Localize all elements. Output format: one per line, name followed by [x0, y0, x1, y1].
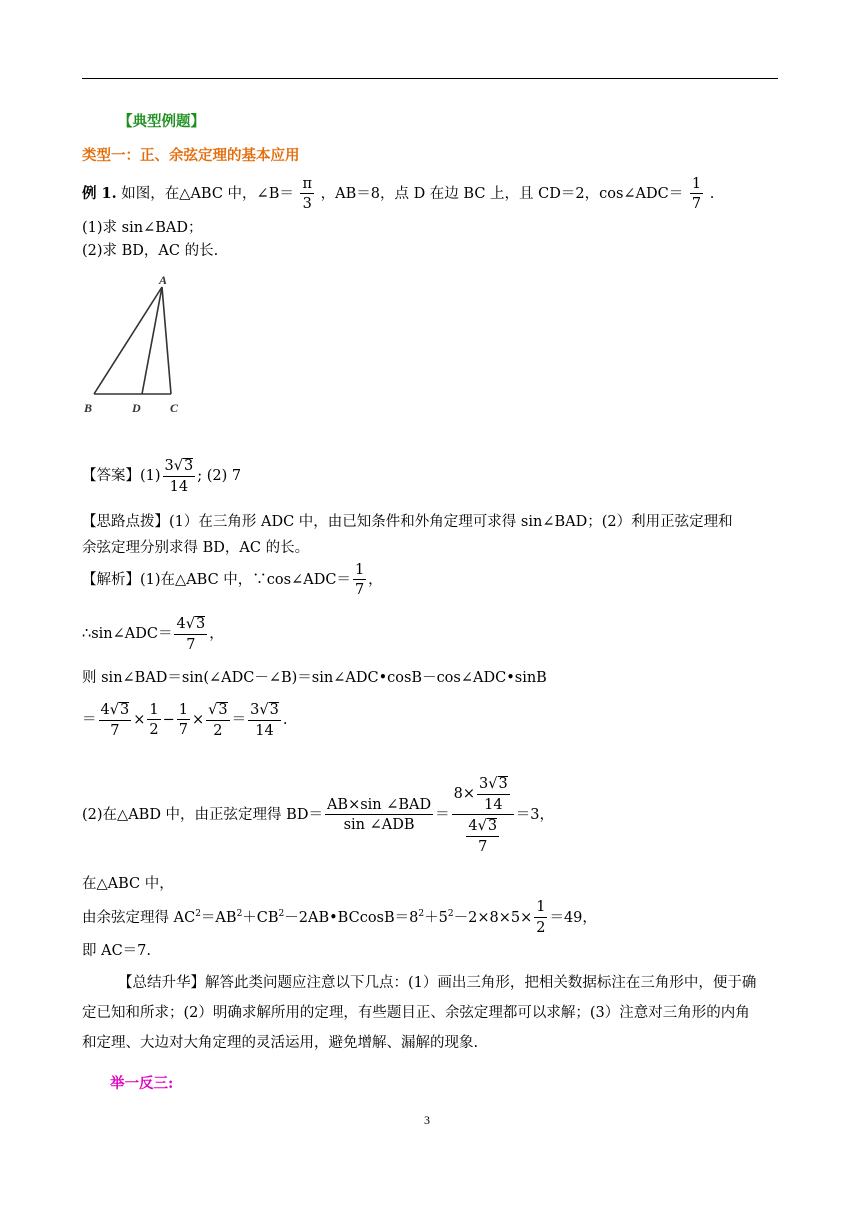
solution-text: ＋CB — [242, 909, 279, 926]
label-d: D — [132, 401, 141, 415]
hint-block — [82, 507, 782, 563]
label-a: A — [159, 273, 168, 287]
fraction-den — [452, 815, 514, 854]
coef: 4 — [100, 702, 110, 718]
fraction — [690, 177, 703, 212]
fraction — [248, 702, 281, 738]
fraction — [466, 818, 499, 854]
coef: 8× — [453, 786, 476, 802]
solution-text: －2AB•BCcosB＝8 — [284, 909, 419, 926]
example-text: ，AB＝8，点 D 在边 BC 上，且 CD＝2，cos∠ADC＝ — [320, 186, 684, 202]
operator: × — [192, 712, 205, 728]
triangle-figure — [82, 272, 192, 422]
fraction — [174, 616, 207, 652]
operator: . — [282, 712, 288, 728]
hint-text: (1）在三角形 ADC 中，由已知条件和外角定理可求得 sin∠BAD；(2）利用正弦定理和 — [169, 514, 733, 530]
fraction — [300, 177, 314, 212]
fraction-num: π — [300, 177, 314, 195]
label-c: C — [170, 401, 179, 415]
superscript: 2 — [236, 909, 243, 919]
coef: 4 — [176, 616, 186, 632]
fraction-den: 2 — [536, 919, 546, 936]
fraction-num: 1 — [177, 703, 190, 721]
solution-line-5 — [82, 768, 554, 862]
fraction — [477, 776, 510, 812]
example-text: . — [709, 186, 715, 202]
radicand: 3 — [184, 458, 194, 474]
sqrt: √3 — [259, 702, 279, 718]
bd-expression — [82, 768, 554, 862]
fraction-den: 2 — [149, 722, 159, 738]
fraction-num: 1 — [690, 177, 703, 195]
fraction-num: 1 — [534, 900, 547, 918]
summary-label: 【总结升华】 — [118, 975, 205, 991]
fraction-den: 14 — [169, 478, 189, 495]
fraction-num — [466, 818, 499, 837]
summary-text: 定已知和所求；(2）明确求解所用的定理，有些题目正、余弦定理都可以求解；(3）注意对三角形的内角 — [82, 1005, 750, 1021]
fraction-num — [163, 458, 196, 477]
fraction — [325, 798, 433, 833]
fraction — [206, 702, 229, 738]
fraction-num — [452, 776, 514, 815]
coef: 3 — [164, 458, 174, 474]
fraction-num — [174, 616, 207, 635]
solution-line-7 — [82, 894, 597, 938]
solution-text: 由余弦定理得 AC — [82, 909, 196, 926]
fraction-num — [99, 702, 132, 721]
example-label: 例 1. — [82, 185, 117, 202]
solution-text: ＝3， — [515, 807, 554, 823]
example-text: 如图，在△ABC 中，∠B＝ — [121, 186, 294, 202]
superscript: 2 — [278, 909, 285, 919]
solution-text: ＝49， — [549, 909, 597, 926]
page-number: 3 — [424, 1113, 430, 1127]
solution-line-1 — [82, 560, 383, 600]
header-rule — [82, 78, 778, 79]
coef: 3 — [250, 702, 260, 718]
solution-text: ， — [368, 572, 383, 588]
operator: ＝ — [82, 712, 97, 728]
fraction-num — [248, 702, 281, 721]
question-1: (1)求 sin∠BAD； — [82, 220, 203, 236]
sqrt: √3 — [208, 702, 228, 718]
sqrt: √3 — [173, 458, 194, 474]
coef: 4 — [468, 818, 478, 834]
fraction — [163, 458, 196, 494]
answer-label: 【答案】 — [82, 468, 140, 484]
solution-line-3: 则 sin∠BAD＝sin(∠ADC－∠B)＝sin∠ADC•cosB－cos∠ADC•sinB — [82, 670, 547, 686]
operator: − — [162, 712, 175, 728]
fraction-den: 7 — [186, 636, 196, 653]
solution-text: ＋5 — [424, 909, 448, 926]
solution-text: ， — [209, 626, 224, 642]
coef: 3 — [479, 776, 489, 792]
fraction-den: 3 — [302, 196, 312, 212]
radicand: 3 — [119, 702, 130, 718]
fraction-den: sin ∠ADB — [343, 817, 415, 833]
fraction-num — [477, 776, 510, 795]
section-heading: 【典型例题】 — [118, 113, 205, 130]
practice-heading: 举一反三: — [110, 1075, 174, 1092]
solution-text: ∴sin∠ADC＝ — [82, 626, 173, 642]
solution-line-4 — [82, 700, 287, 740]
operator: ＝ — [435, 807, 450, 823]
hint-text: 余弦定理分别求得 BD，AC 的长。 — [82, 540, 310, 556]
sqrt: √3 — [109, 702, 130, 718]
solution-text: ＝AB — [200, 909, 237, 926]
fraction-den: 7 — [478, 838, 488, 855]
fraction-den: 2 — [213, 722, 223, 739]
operator: ＝ — [231, 712, 247, 728]
solution-line-8: 即 AC＝7. — [82, 943, 152, 959]
hint-label: 【思路点拨】 — [82, 514, 169, 530]
fraction — [177, 703, 190, 738]
fraction-den: 7 — [110, 722, 120, 739]
answer-text: (1) — [140, 468, 161, 484]
fraction-num — [206, 702, 229, 721]
solution-text: (1)在△ABC 中，∵cos∠ADC＝ — [140, 572, 351, 588]
fraction-num: AB×sin ∠BAD — [325, 798, 433, 816]
superscript: 2 — [418, 909, 425, 919]
fraction — [147, 703, 160, 738]
fraction-num: 1 — [147, 703, 160, 721]
radicand: 3 — [195, 616, 206, 632]
type-heading: 类型一：正、余弦定理的基本应用 — [82, 147, 300, 164]
radicand: 3 — [498, 776, 508, 792]
radicand: 3 — [218, 702, 228, 718]
radicand: 3 — [269, 702, 279, 718]
sqrt: √3 — [185, 616, 206, 632]
fraction-den: 14 — [255, 722, 274, 739]
operator: × — [133, 712, 146, 728]
solution-text: －2×8×5× — [453, 909, 533, 926]
question-2: (2)求 BD，AC 的长. — [82, 243, 219, 259]
fraction-den: 7 — [691, 196, 702, 212]
sqrt: √3 — [488, 776, 508, 792]
superscript: 2 — [447, 909, 454, 919]
complex-fraction — [452, 776, 514, 854]
fraction — [534, 900, 547, 935]
solution-text: (2)在△ABD 中，由正弦定理得 BD＝ — [82, 807, 323, 823]
summary-text: 解答此类问题应注意以下几点：(1）画出三角形，把相关数据标注在三角形中，便于确 — [205, 975, 757, 991]
example-statement — [82, 176, 714, 212]
label-b: B — [84, 401, 93, 415]
fraction — [99, 702, 132, 738]
solution-line-2 — [82, 614, 224, 654]
radicand: 3 — [487, 818, 498, 834]
summary-block — [82, 968, 782, 1058]
side-ac — [162, 287, 171, 394]
summary-text: 和定理、大边对大角定理的灵活运用，避免增解、漏解的现象. — [82, 1035, 479, 1051]
fraction-den: 14 — [484, 796, 503, 813]
solution-label: 【解析】 — [82, 572, 140, 588]
answer-text: ; (2) 7 — [197, 468, 242, 484]
fraction-den: 7 — [178, 722, 188, 738]
solution-line-6: 在△ABC 中， — [82, 876, 174, 892]
answer-line — [82, 456, 241, 496]
fraction-den: 7 — [354, 582, 365, 598]
fraction — [353, 563, 366, 598]
fraction-num: 1 — [353, 563, 366, 581]
sqrt: √3 — [477, 818, 498, 834]
superscript: 2 — [195, 909, 201, 919]
